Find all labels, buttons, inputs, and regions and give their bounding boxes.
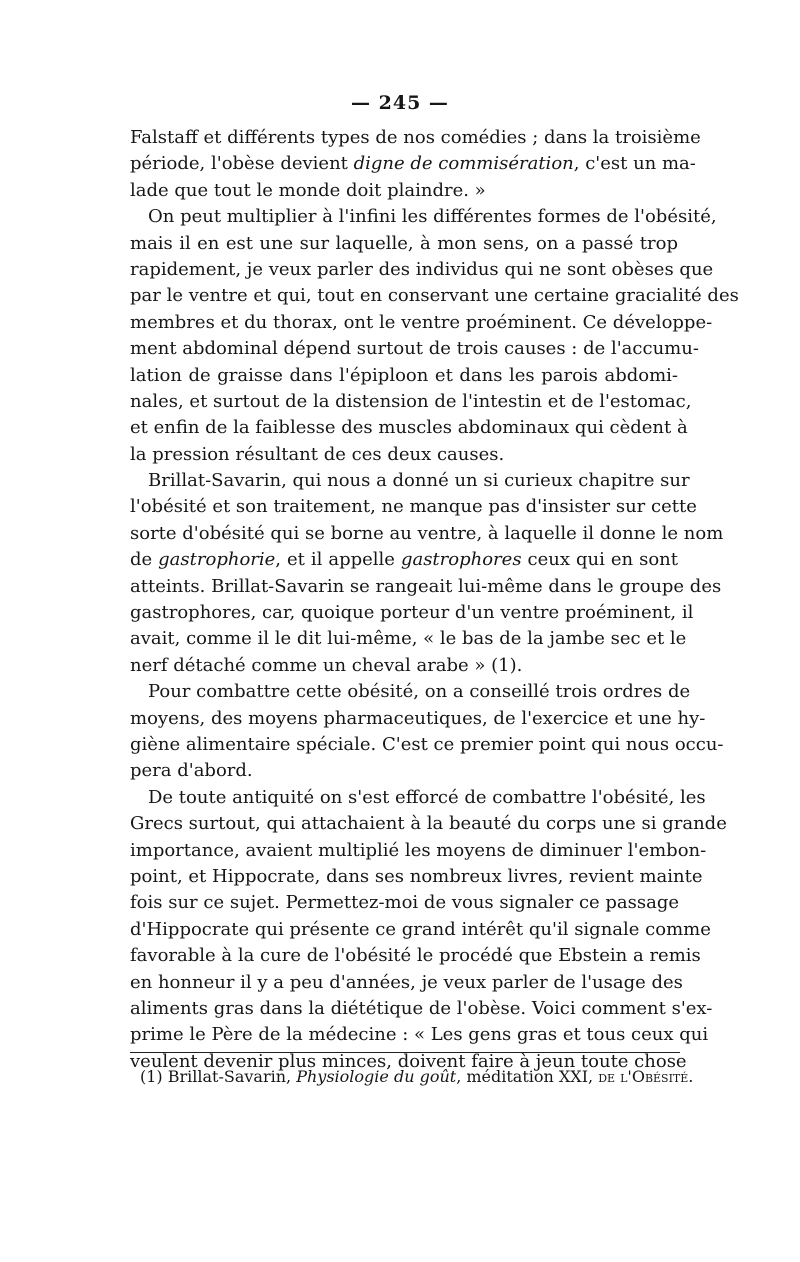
text-line xyxy=(130,732,724,758)
text-segment: pera d'abord. xyxy=(130,760,253,782)
text-segment: sorte d'obésité qui se borne au ventre, à laquelle il donne le nom xyxy=(130,522,724,544)
text-segment: moyens, des moyens pharmaceutiques, de l'exercice et une hy- xyxy=(130,707,706,729)
text-segment: nerf détaché comme un cheval arabe » (1). xyxy=(130,654,523,676)
text-line xyxy=(130,231,678,257)
italic-term: gastrophores xyxy=(400,549,522,571)
text-segment: veulent devenir plus minces, doivent faire à jeun toute chose xyxy=(130,1050,687,1072)
text-line xyxy=(130,521,724,547)
text-segment: atteints. Brillat-Savarin se rangeait lui-même dans le groupe des xyxy=(130,575,722,597)
text-segment: aliments gras dans la diététique de l'obèse. Voici comment s'ex- xyxy=(130,997,713,1019)
text-segment: mais il en est une sur laquelle, à mon sens, on a passé trop xyxy=(130,232,678,254)
text-segment: point, et Hippocrate, dans ses nombreux livres, revient mainte xyxy=(130,865,703,887)
footnote-author: Brillat-Savarin, xyxy=(162,1067,297,1086)
text-line xyxy=(130,653,678,679)
text-segment: en honneur il y a peu d'années, je veux parler de l'usage des xyxy=(130,971,683,993)
text-segment: gastrophores, car, quoique porteur d'un ventre proéminent, il xyxy=(130,602,694,624)
text-segment: lation de graisse dans l'épiploon et dans les parois abdomi- xyxy=(130,364,678,386)
text-segment: ment abdominal dépend surtout de trois causes : de l'accumu- xyxy=(130,338,699,360)
text-line xyxy=(130,679,691,705)
text-segment: , et il appelle xyxy=(275,549,401,571)
text-line xyxy=(130,494,697,520)
text-line xyxy=(130,996,713,1022)
footnote-reference: , méditation XXI, xyxy=(456,1067,599,1086)
text-line xyxy=(130,442,678,468)
text-segment: avait, comme il le dit lui-même, « le bas de la jambe sec et le xyxy=(130,628,687,650)
text-segment: nales, et surtout de la distension de l'intestin et de l'estomac, xyxy=(130,390,692,412)
text-segment: Brillat-Savarin, qui nous a donné un si curieux chapitre sur xyxy=(148,470,690,492)
text-line xyxy=(130,310,713,336)
italic-term: gastrophorie xyxy=(158,549,276,571)
text-line xyxy=(130,890,678,916)
text-line xyxy=(130,547,678,573)
page-number: — 245 — xyxy=(351,92,449,114)
text-line xyxy=(130,970,683,996)
text-segment: d'Hippocrate qui présente ce grand intérêt qu'il signale comme xyxy=(130,918,711,940)
footnote xyxy=(140,1066,694,1088)
text-segment: Falstaff et différents types de nos comédies ; dans la troisième xyxy=(130,127,701,148)
text-line xyxy=(130,785,706,811)
footnote-book-title: Physiologie du goût xyxy=(296,1067,457,1086)
text-line xyxy=(130,758,678,784)
text-line xyxy=(130,943,701,969)
italic-term: digne de commisération xyxy=(353,153,574,175)
text-line xyxy=(130,864,703,890)
text-segment: importance, avaient multiplié les moyens de diminuer l'embon- xyxy=(130,839,707,861)
text-line xyxy=(130,1022,709,1048)
text-segment: Grecs surtout, qui attachaient à la beauté du corps une si grande xyxy=(130,813,727,835)
text-segment: ceux qui en sont xyxy=(521,549,678,571)
text-segment: Pour combattre cette obésité, on a conseillé trois ordres de xyxy=(148,681,691,703)
footnote-chapter: de l'Obésité. xyxy=(598,1067,694,1086)
text-line xyxy=(130,626,687,652)
text-segment: , c'est un ma- xyxy=(573,153,696,175)
text-segment: On peut multiplier à l'infini les différentes formes de l'obésité, xyxy=(148,206,717,228)
text-line xyxy=(130,574,722,600)
text-line xyxy=(130,706,706,732)
text-segment: période, l'obèse devient xyxy=(130,153,354,175)
footnote-divider xyxy=(130,1052,680,1053)
text-segment: membres et du thorax, ont le ventre proéminent. Ce développe- xyxy=(130,311,713,333)
text-line xyxy=(130,178,678,204)
text-line xyxy=(130,336,699,362)
text-line xyxy=(130,600,694,626)
text-segment: la pression résultant de ces deux causes. xyxy=(130,443,505,465)
text-line xyxy=(130,204,717,230)
text-line xyxy=(130,811,727,837)
text-segment: De toute antiquité on s'est efforcé de combattre l'obésité, les xyxy=(148,786,706,808)
text-segment: rapidement, je veux parler des individus qui ne sont obèses que xyxy=(130,258,714,280)
body-text xyxy=(130,125,739,1075)
text-line xyxy=(130,415,688,441)
text-line xyxy=(130,257,714,283)
text-segment: fois sur ce sujet. Permettez-moi de vous signaler ce passage xyxy=(130,892,680,914)
text-line xyxy=(130,468,690,494)
text-segment: giène alimentaire spéciale. C'est ce premier point qui nous occu- xyxy=(130,733,724,755)
text-line xyxy=(130,838,707,864)
text-line xyxy=(130,363,678,389)
text-segment: de xyxy=(130,549,159,571)
text-segment: prime le Père de la médecine : « Les gens gras et tous ceux qui xyxy=(130,1024,709,1046)
text-line xyxy=(130,283,739,309)
text-line xyxy=(130,151,696,177)
text-segment: et enfin de la faiblesse des muscles abdominaux qui cèdent à xyxy=(130,417,688,439)
text-segment: favorable à la cure de l'obésité le procédé que Ebstein a remis xyxy=(130,945,701,967)
footnote-marker: (1) xyxy=(140,1067,163,1086)
text-segment: lade que tout le monde doit plaindre. » xyxy=(130,179,486,201)
text-line xyxy=(130,125,701,151)
text-line xyxy=(130,917,711,943)
text-segment: par le ventre et qui, tout en conservant une certaine gracialité des xyxy=(130,285,739,307)
text-line xyxy=(130,389,692,415)
text-segment: l'obésité et son traitement, ne manque pas d'insister sur cette xyxy=(130,496,697,518)
